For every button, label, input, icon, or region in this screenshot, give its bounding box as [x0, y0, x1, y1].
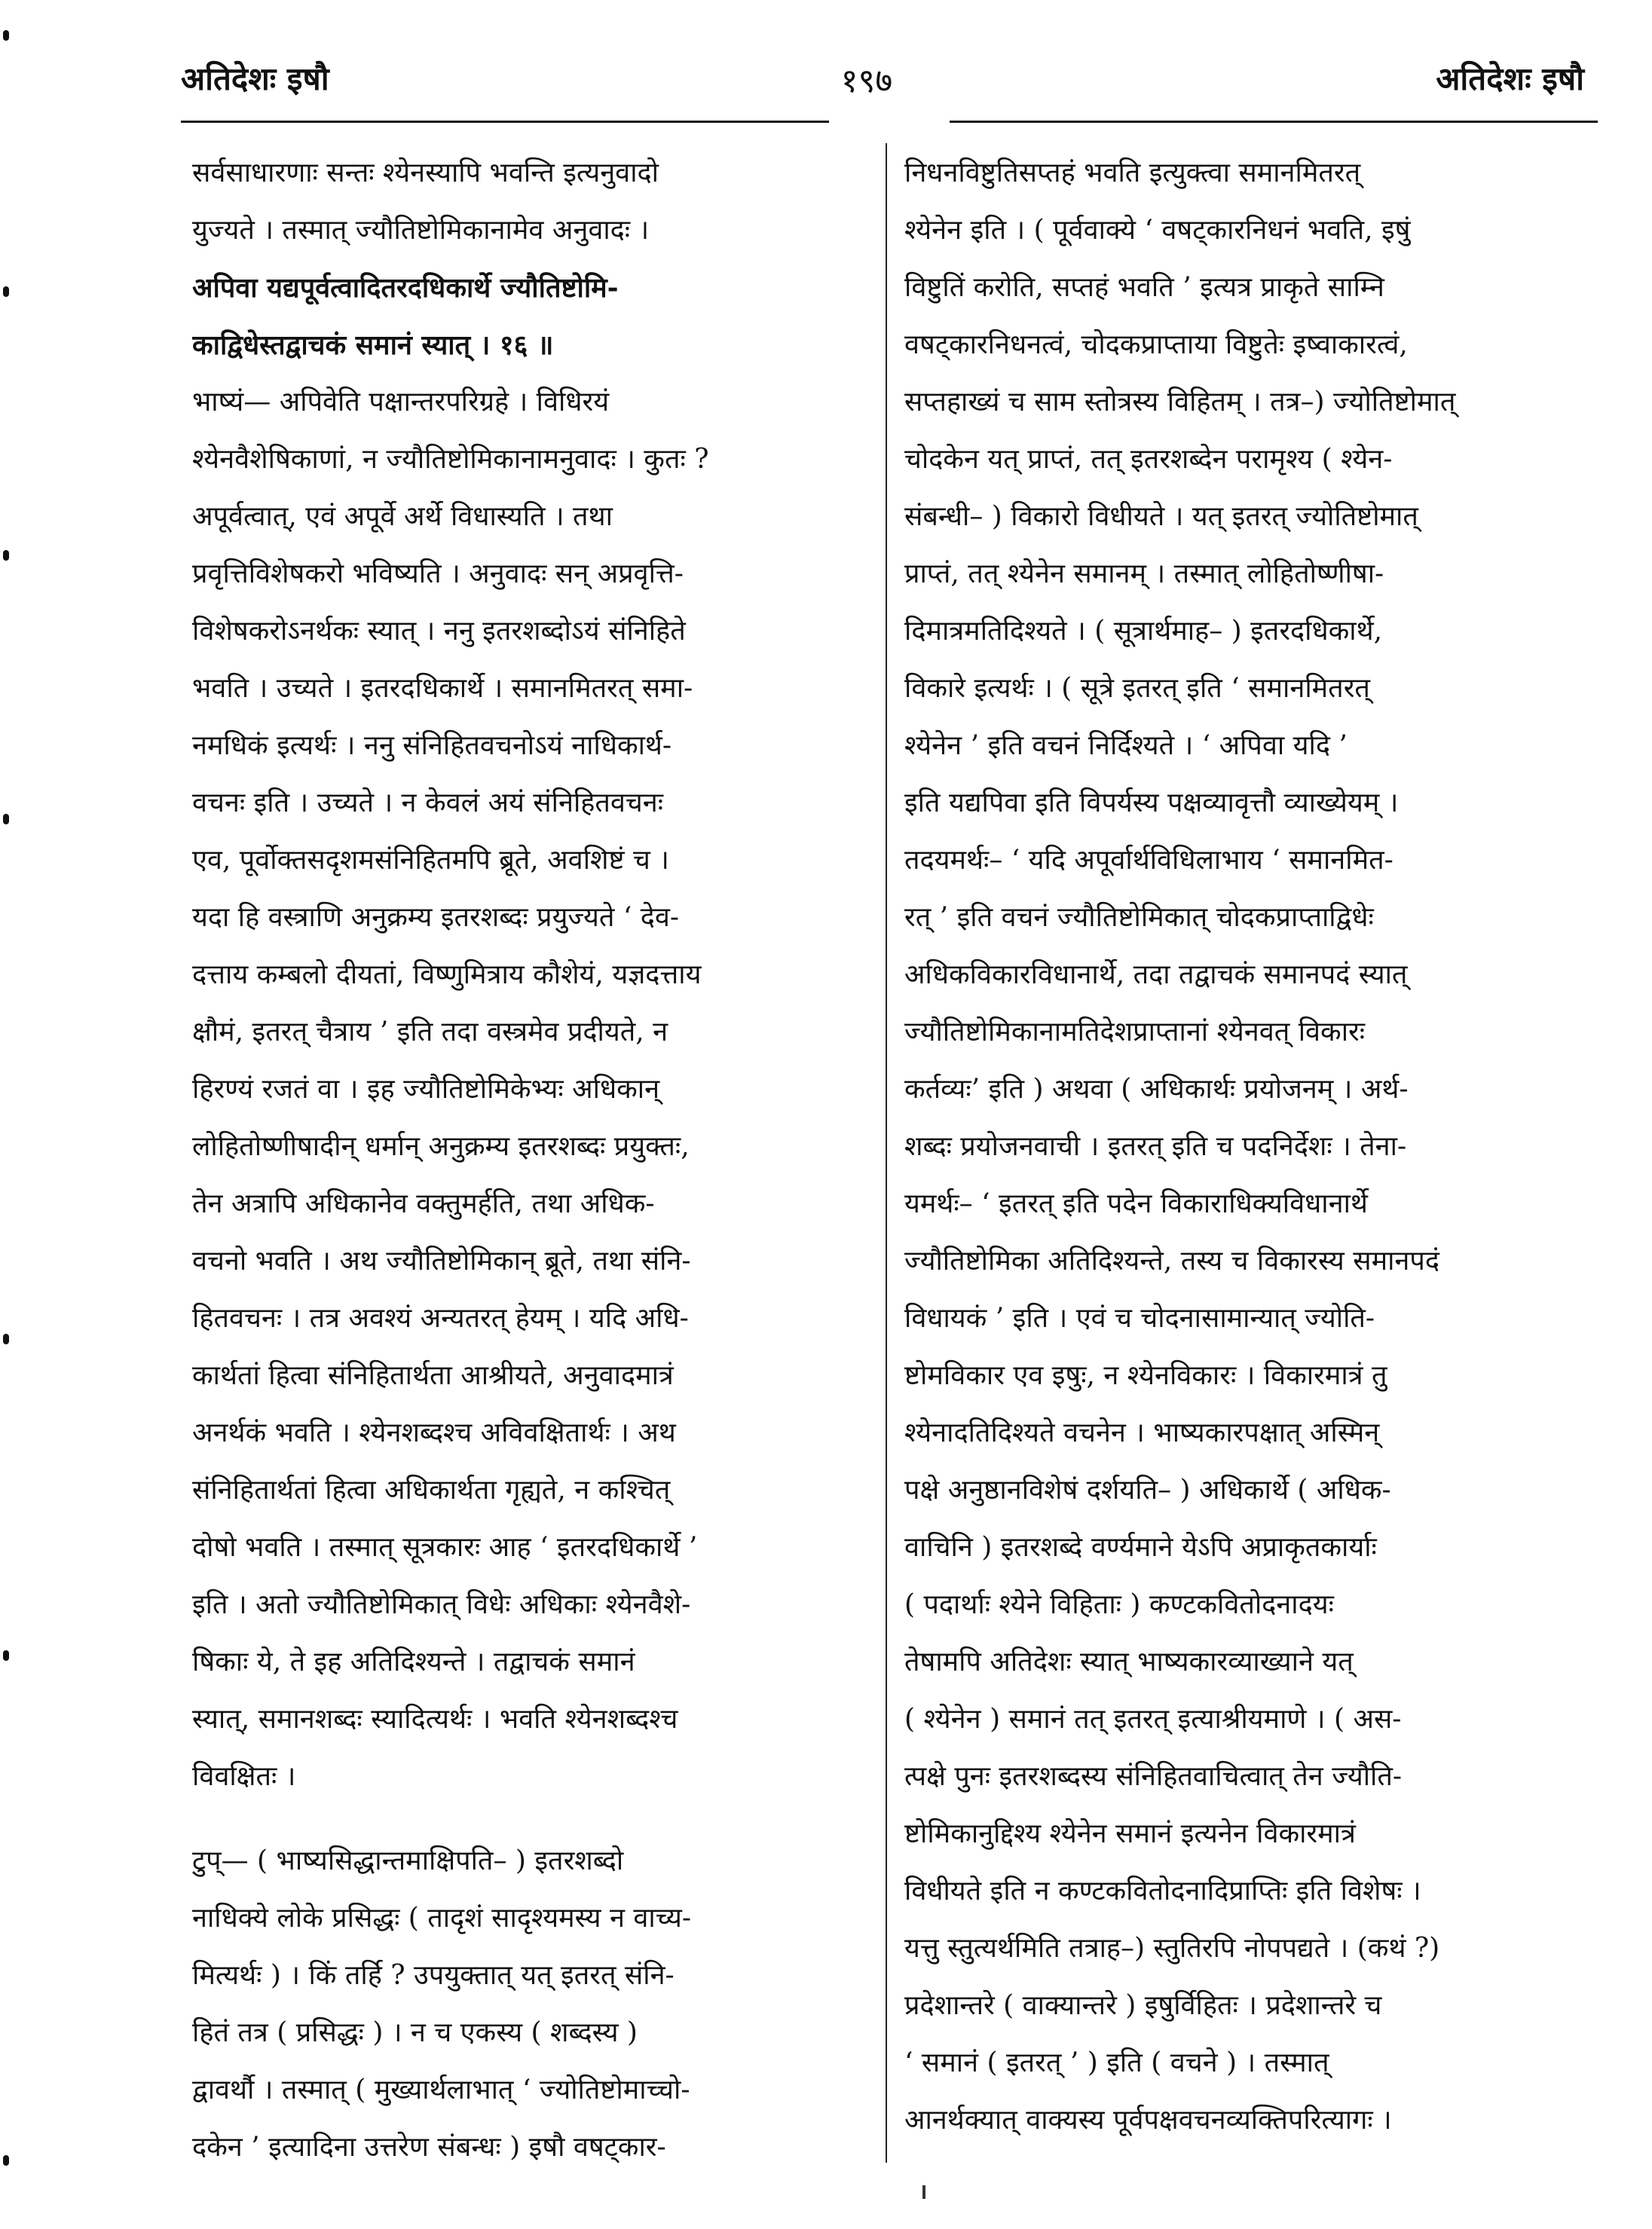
left-text-column: [192, 145, 867, 2176]
text-line: तेन अत्रापि अधिकानेव वक्तुमर्हति, तथा अधिक-: [192, 1188, 655, 1219]
text-line: वचनः इति । उच्यते । न केवलं अयं संनिहितवचनः: [192, 787, 664, 818]
text-line: ज्यौतिष्टोमिका अतिदिश्यन्ते, तस्य च विकारस्य समानपदं: [904, 1246, 1439, 1277]
text-line: नाधिक्ये लोके प्रसिद्धः ( तादृशं सादृश्यमस्य न वाच्य-: [192, 1903, 692, 1934]
text-line: अधिकविकारविधानार्थे, तदा तद्वाचकं समानपदं स्यात्: [904, 959, 1408, 990]
text-line: श्येनेन इति । ( पूर्ववाक्ये ‘ वषट्कारनिधनं भवति, इषुं: [904, 215, 1411, 246]
text-line: दिमात्रमतिदिश्यते । ( सूत्रार्थमाह– ) इतरदधिकार्थे,: [904, 616, 1383, 647]
header-right-title: अतिदेशः इषौ: [1436, 60, 1584, 97]
page-number: १९७: [840, 62, 893, 100]
text-line: क्षौमं, इतरत् चैत्राय ’ इति तदा वस्त्रमेव प्रदीयते, न: [192, 1017, 668, 1047]
text-line: दकेन ’ इत्यादिना उत्तरेण संबन्धः ) इषौ वषट्कार-: [192, 2132, 666, 2163]
text-line: हितं तत्र ( प्रसिद्धः ) । न च एकस्य ( शब्दस्य ): [192, 2017, 638, 2048]
margin-mark: [3, 2155, 9, 2166]
margin-mark: [3, 286, 9, 297]
text-line: एव, पूर्वोक्तसदृशमसंनिहितमपि ब्रूते, अवशिष्टं च ।: [192, 845, 669, 876]
text-line: यमर्थः– ‘ इतरत् इति पदेन विकाराधिक्यविधानार्थे: [904, 1188, 1368, 1219]
bottom-mark: [922, 2185, 925, 2199]
text-line: दत्ताय कम्बलो दीयतां, विष्णुमित्राय कौशेयं, यज्ञदत्ताय: [192, 959, 702, 990]
text-line: द्वावर्थौ । तस्मात् ( मुख्यार्थलाभात् ‘ ज्योतिष्टोमाच्चो-: [192, 2075, 690, 2105]
text-line: ( श्येनेन ) समानं तत् इतरत् इत्याश्रीयमाणे । ( अस-: [904, 1704, 1402, 1735]
header-left-title: अतिदेशः इषौ: [181, 60, 329, 97]
text-line: मित्यर्थः ) । किं तर्हि ? उपयुक्तात् यत् इतरत् संनि-: [192, 1960, 675, 1991]
text-line: संनिहितार्थतां हित्वा अधिकार्थता गृह्यते, न कश्चित्: [192, 1475, 671, 1506]
text-line: अपूर्वत्वात्, एवं अपूर्वे अर्थे विधास्यति । तथा: [192, 501, 613, 532]
text-line: श्येनादतिदिश्यते वचनेन । भाष्यकारपक्षात् अस्मिन्: [904, 1417, 1380, 1448]
text-line: षिकाः ये, ते इह अतिदिश्यन्ते । तद्वाचकं समानं: [192, 1647, 635, 1677]
text-line: अपिवा यद्यपूर्वत्वादितरदधिकार्थे ज्यौतिष्टोमि-: [192, 272, 619, 304]
margin-mark: [3, 1650, 9, 1661]
text-line: इति यद्यपिवा इति विपर्यस्य पक्षव्यावृत्तौ व्याख्येयम् ।: [904, 787, 1399, 818]
text-line: विवक्षितः ।: [192, 1761, 296, 1792]
running-header: [0, 57, 1652, 124]
text-line: विधीयते इति न कण्टकवितोदनादिप्राप्तिः इति विशेषः ।: [904, 1876, 1421, 1906]
text-line: काद्विधेस्तद्वाचकं समानं स्यात् । १६ ॥: [192, 329, 554, 361]
text-line: हितवचनः । तत्र अवश्यं अन्यतरत् हेयम् । यदि अधि-: [192, 1303, 689, 1334]
text-line: विशेषकरोऽनर्थकः स्यात् । ननु इतरशब्दोऽयं संनिहिते: [192, 616, 686, 647]
header-rule-left: [181, 121, 829, 123]
text-line: ‘ समानं ( इतरत् ’ ) इति ( वचने ) । तस्मात्: [904, 2047, 1329, 2078]
text-line: ष्टोमविकार एव इषुः, न श्येनविकारः । विकारमात्रं तु: [904, 1360, 1387, 1391]
text-line: स्यात्, समानशब्दः स्यादित्यर्थः । भवति श्येनशब्दश्च: [192, 1704, 678, 1735]
text-line: टुप्— ( भाष्यसिद्धान्तमाक्षिपति– ) इतरशब्दो: [192, 1845, 624, 1876]
text-line: सप्तहाख्यं च साम स्तोत्रस्य विहितम् । तत्र–) ज्योतिष्टोमात्: [904, 387, 1456, 417]
text-line: हिरण्यं रजतं वा । इह ज्यौतिष्टोमिकेभ्यः अधिकान्: [192, 1074, 660, 1105]
text-line: विकारे इत्यर्थः । ( सूत्रे इतरत् इति ‘ समानमितरत्: [904, 673, 1370, 704]
text-line: चोदकेन यत् प्राप्तं, तत् इतरशब्देन परामृश्य ( श्येन-: [904, 444, 1393, 475]
text-line: कार्थतां हित्वा संनिहितार्थता आश्रीयते, अनुवादमात्रं: [192, 1360, 674, 1391]
text-line: दोषो भवति । तस्मात् सूत्रकारः आह ‘ इतरदधिकार्थे ’: [192, 1532, 698, 1563]
text-line: तेषामपि अतिदेशः स्यात् भाष्यकारव्याख्याने यत्: [904, 1647, 1354, 1677]
text-line: वषट्कारनिधनत्वं, चोदकप्राप्ताया विष्टुतेः इष्वाकारत्वं,: [904, 329, 1408, 360]
text-line: वाचिनि ) इतरशब्दे वर्ण्यमाने येऽपि अप्राकृतकार्याः: [904, 1532, 1377, 1563]
text-line: इति । अतो ज्यौतिष्टोमिकात् विधेः अधिकाः श्येनवैशे-: [192, 1589, 691, 1620]
text-line: प्राप्तं, तत् श्येनेन समानम् । तस्मात् लोहितोष्णीषा-: [904, 558, 1384, 589]
text-line: रत् ’ इति वचनं ज्यौतिष्टोमिकात् चोदकप्राप्ताद्विधेः: [904, 902, 1374, 933]
text-line: प्रदेशान्तरे ( वाक्यान्तरे ) इषुर्विहितः । प्रदेशान्तरे च: [904, 1990, 1382, 2021]
text-line: विष्टुतिं करोति, सप्तहं भवति ’ इत्यत्र प्राकृते साम्नि: [904, 272, 1384, 303]
margin-mark: [3, 30, 9, 41]
text-line: वचनो भवति । अथ ज्यौतिष्टोमिकान् ब्रूते, तथा संनि-: [192, 1246, 691, 1277]
text-line: लोहितोष्णीषादीन् धर्मान् अनुक्रम्य इतरशब्दः प्रयुक्तः,: [192, 1131, 690, 1162]
header-rule-right: [950, 121, 1598, 123]
text-line: भवति । उच्यते । इतरदधिकार्थे । समानमितरत् समा-: [192, 673, 693, 704]
margin-mark: [3, 814, 9, 824]
text-line: भाष्यं— अपिवेति पक्षान्तरपरिग्रहे । विधिरयं: [192, 387, 610, 417]
margin-mark: [3, 1334, 9, 1344]
text-line: ( पदार्थाः श्येने विहिताः ) कण्टकवितोदनादयः: [904, 1589, 1334, 1620]
text-line: यदा हि वस्त्राणि अनुक्रम्य इतरशब्दः प्रयुज्यते ‘ देव-: [192, 902, 680, 933]
text-line: आनर्थक्यात् वाक्यस्य पूर्वपक्षवचनव्यक्तिपरित्यागः ।: [904, 2105, 1392, 2136]
text-line: सर्वसाधारणाः सन्तः श्येनस्यापि भवन्ति इत्यनुवादो: [192, 157, 659, 188]
text-line: निधनविष्टुतिसप्तहं भवति इत्युक्त्वा समानमितरत्: [904, 157, 1361, 188]
text-line: पक्षे अनुष्ठानविशेषं दर्शयति– ) अधिकार्थे ( अधिक-: [904, 1475, 1391, 1506]
text-line: नमधिकं इत्यर्थः । ननु संनिहितवचनोऽयं नाधिकार्थ-: [192, 730, 672, 761]
text-line: प्रवृत्तिविशेषकरो भविष्यति । अनुवादः सन् अप्रवृत्ति-: [192, 558, 684, 589]
text-line: तदयमर्थः– ‘ यदि अपूर्वार्थविधिलाभाय ‘ समानमित-: [904, 845, 1393, 876]
text-line: संबन्धी– ) विकारो विधीयते । यत् इतरत् ज्योतिष्टोमात्: [904, 501, 1418, 532]
text-line: ष्टोमिकानुद्दिश्य श्येनेन समानं इत्यनेन विकारमात्रं: [904, 1818, 1356, 1849]
right-text-column: [904, 145, 1575, 2149]
text-line: त्पक्षे पुनः इतरशब्दस्य संनिहितवाचित्वात् तेन ज्यौति-: [904, 1761, 1403, 1792]
text-line: कर्तव्यः’ इति ) अथवा ( अधिकार्थः प्रयोजनम् । अर्थ-: [904, 1074, 1409, 1105]
text-line: अनर्थकं भवति । श्येनशब्दश्च अविवक्षितार्थः । अथ: [192, 1417, 676, 1448]
text-line: श्येनेन ’ इति वचनं निर्दिश्यते । ‘ अपिवा यदि ’: [904, 730, 1348, 761]
text-line: यत्तु स्तुत्यर्थमिति तत्राह–) स्तुतिरपि नोपपद्यते । (कथं ?): [904, 1933, 1440, 1964]
column-divider: [886, 143, 887, 2163]
text-line: ज्यौतिष्टोमिकानामतिदेशप्राप्तानां श्येनवत् विकारः: [904, 1017, 1366, 1047]
text-line: शब्दः प्रयोजनवाची । इतरत् इति च पदनिर्देशः । तेना-: [904, 1131, 1407, 1162]
text-line: श्येनवैशेषिकाणां, न ज्यौतिष्टोमिकानामनुवादः । कुतः ?: [192, 444, 709, 475]
margin-mark: [3, 550, 9, 561]
text-line: विधायकं ’ इति । एवं च चोदनासामान्यात् ज्योति-: [904, 1303, 1375, 1334]
text-line: युज्यते । तस्मात् ज्यौतिष्टोमिकानामेव अनुवादः ।: [192, 215, 650, 246]
